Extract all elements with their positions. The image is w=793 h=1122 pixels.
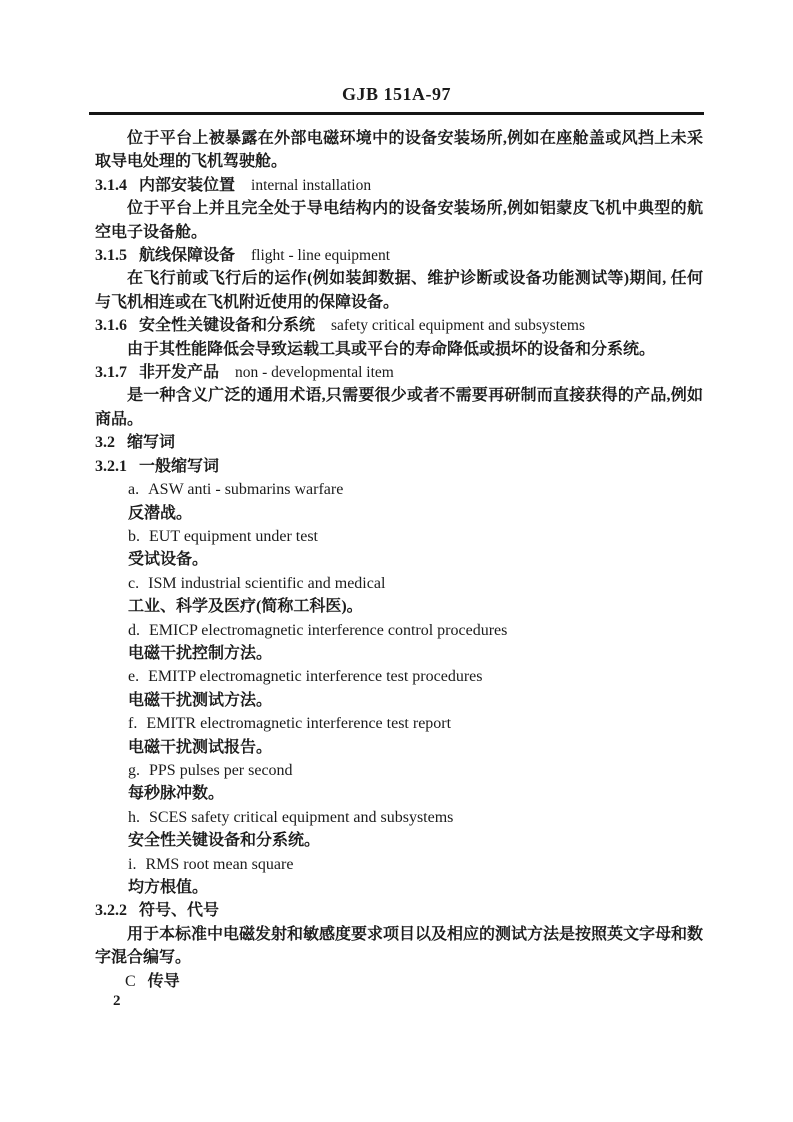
abbr-letter: h. xyxy=(128,808,140,826)
abbr-text-zh: 电磁干扰控制方法。 xyxy=(128,644,273,662)
section-title-zh: 一般缩写词 xyxy=(139,457,220,475)
section-number: 3.2 xyxy=(95,434,115,452)
section-title-zh: 内部安装位置 xyxy=(139,176,236,194)
abbr-text-en: EMITR electromagnetic interference test report xyxy=(146,715,452,733)
abbr-text-zh: 电磁干扰测试方法。 xyxy=(128,691,273,709)
paragraph-3-2-2-body: 用于本标准中电磁发射和敏感度要求项目以及相应的测试方法是按照英文字母和数字混合编写。 xyxy=(95,925,704,967)
section-number: 3.1.4 xyxy=(95,176,127,194)
section-title-zh: 安全性关键设备和分系统 xyxy=(139,317,316,335)
section-title-en: internal installation xyxy=(251,176,372,194)
header-rule xyxy=(89,112,704,115)
abbr-text-en: RMS root mean square xyxy=(145,855,294,873)
section-number: 3.2.2 xyxy=(95,902,127,920)
section-heading-3-1-6 xyxy=(95,314,703,337)
paragraph-3-1-4-body: 位于平台上并且完全处于导电结构内的设备安装场所,例如铝蒙皮飞机中典型的航空电子设备舱。 xyxy=(95,200,703,241)
paragraph-3-1-5-body: 在飞行前或飞行后的运作(例如装卸数据、维护诊断或设备功能测试等)期间, 任何与飞机相连或在飞机附近使用的保障设备。 xyxy=(95,270,703,311)
abbr-item-en xyxy=(95,853,703,876)
abbr-text-en: SCES safety critical equipment and subsystems xyxy=(149,808,454,826)
section-title-en: flight - line equipment xyxy=(251,247,391,265)
section-heading-3-2-1 xyxy=(95,455,703,478)
section-number: 3.1.7 xyxy=(95,364,127,382)
section-number: 3.1.6 xyxy=(95,317,127,335)
abbr-text-zh: 反潜战。 xyxy=(128,504,193,522)
abbr-text-en: EUT equipment under test xyxy=(149,527,318,545)
abbr-text-en: EMICP electromagnetic interference control procedures xyxy=(149,621,508,639)
abbr-letter: i. xyxy=(128,855,137,873)
abbr-letter: d. xyxy=(128,621,140,639)
symbol-definition-item xyxy=(95,970,703,993)
section-heading-3-2-2 xyxy=(95,899,703,922)
abbr-text-zh: 安全性关键设备和分系统。 xyxy=(128,832,321,850)
section-title-zh: 航线保障设备 xyxy=(139,247,236,265)
section-title-en: safety critical equipment and subsystems xyxy=(331,317,585,335)
section-title-zh: 非开发产品 xyxy=(139,364,220,382)
abbr-letter: b. xyxy=(128,527,140,545)
abbr-item-en xyxy=(95,759,703,782)
section-title-en: non - developmental item xyxy=(235,364,394,382)
abbr-text-zh: 工业、科学及医疗(简称工科医)。 xyxy=(128,598,363,616)
abbr-letter: g. xyxy=(128,761,140,779)
abbr-text-zh: 电磁干扰测试报告。 xyxy=(128,738,273,756)
section-heading-3-2 xyxy=(95,431,703,454)
abbr-letter: c. xyxy=(128,574,140,592)
abbr-item-en xyxy=(95,712,703,735)
abbr-text-en: EMITP electromagnetic interference test procedures xyxy=(148,668,483,686)
abbr-letter: e. xyxy=(128,668,140,686)
paragraph-3-1-7-body: 是一种含义广泛的通用术语,只需要很少或者不需要再研制而直接获得的产品,例如商品。 xyxy=(95,387,703,428)
abbr-item-en xyxy=(95,806,703,829)
abbr-text-en: ISM industrial scientific and medical xyxy=(148,574,386,592)
abbr-text-zh: 每秒脉冲数。 xyxy=(128,785,225,803)
abbr-text-en: ASW anti - submarins warfare xyxy=(148,481,344,499)
abbr-letter: a. xyxy=(128,481,140,499)
symbol-code: C xyxy=(125,972,136,990)
section-number: 3.1.5 xyxy=(95,247,127,265)
paragraph-3-1-3-body-cont: 位于平台上被暴露在外部电磁环境中的设备安装场所,例如在座舱盖或风挡上未采取导电处理的飞机驾驶舱。 xyxy=(95,130,703,171)
section-title-zh: 符号、代号 xyxy=(139,902,220,920)
abbr-letter: f. xyxy=(128,715,138,733)
section-heading-3-1-4 xyxy=(95,174,703,197)
abbr-item-en xyxy=(95,619,703,642)
abbr-item-en xyxy=(95,525,703,548)
abbr-text-zh: 受试设备。 xyxy=(128,551,209,569)
symbol-meaning-zh: 传导 xyxy=(147,972,180,990)
paragraph-3-1-6-body: 由于其性能降低会导致运载工具或平台的寿命降低或损坏的设备和分系统。 xyxy=(127,340,656,358)
section-number: 3.2.1 xyxy=(95,457,127,475)
section-title-zh: 缩写词 xyxy=(127,434,176,452)
section-heading-3-1-5 xyxy=(95,244,703,267)
abbr-item-en xyxy=(95,478,703,501)
abbr-text-en: PPS pulses per second xyxy=(149,761,293,779)
abbr-item-en xyxy=(95,665,703,688)
document-content xyxy=(95,127,703,993)
page-header-standard-number: GJB 151A-97 xyxy=(342,84,451,104)
section-heading-3-1-7 xyxy=(95,361,703,384)
abbr-item-en xyxy=(95,572,703,595)
abbr-text-zh: 均方根值。 xyxy=(128,879,209,896)
page-number: 2 xyxy=(113,993,121,1009)
